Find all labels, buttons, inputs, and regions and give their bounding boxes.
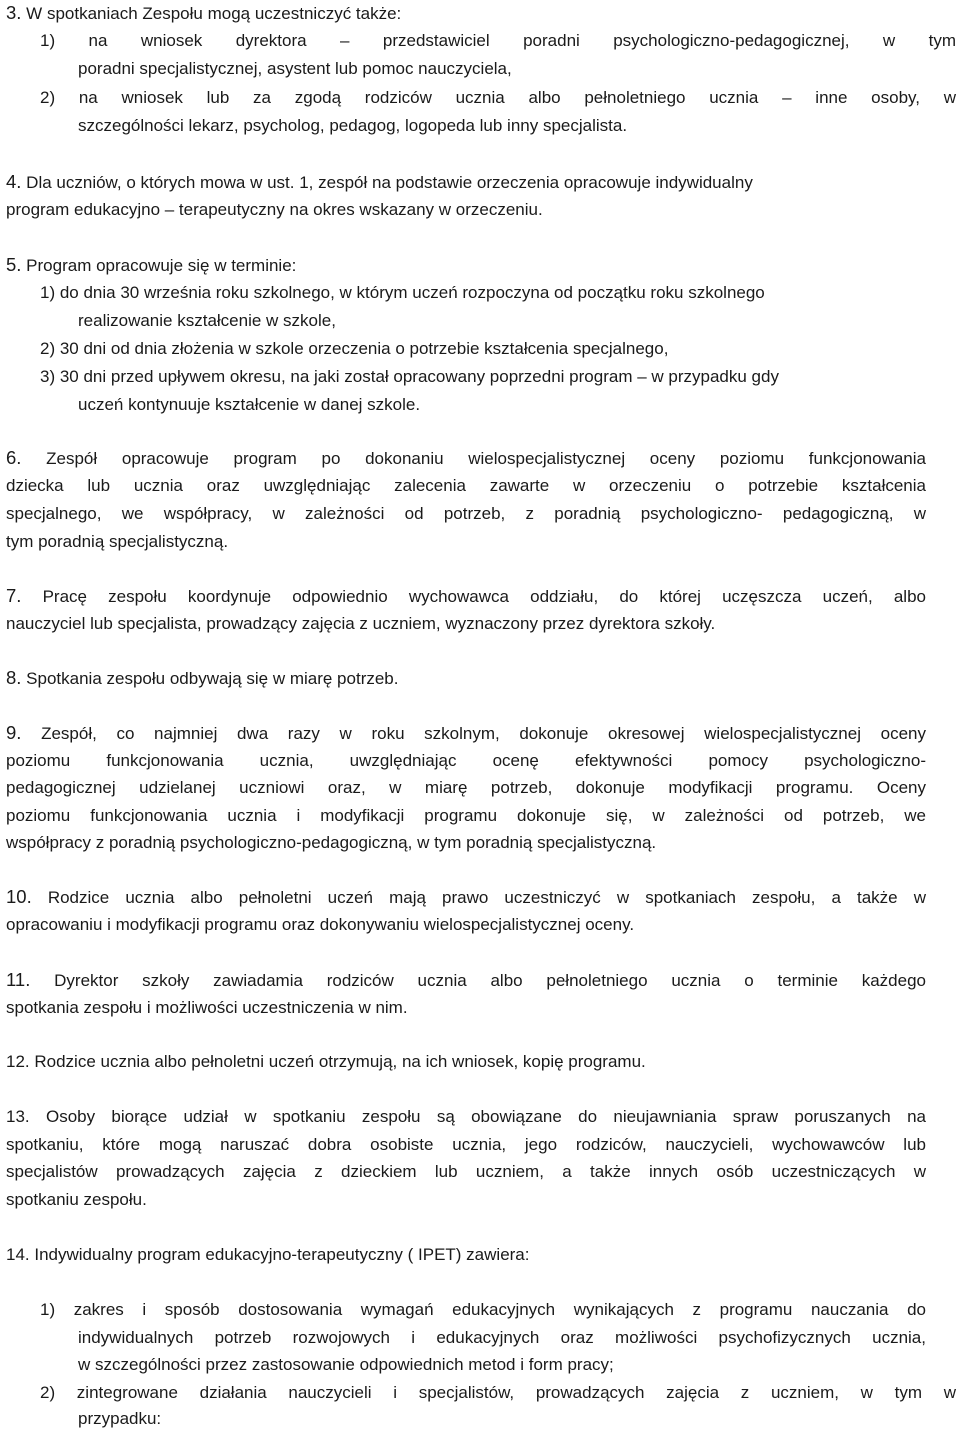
section-6-line-4: tym poradnią specjalistyczną.: [6, 532, 229, 551]
section-5-intro: Program opracowuje się w terminie:: [26, 256, 297, 275]
section-4-text-b: 1, zespół na podstawie orzeczenia opracowuje indywidualny: [294, 173, 753, 192]
section-number: 12.: [6, 1052, 30, 1071]
section-5-heading: [6, 254, 296, 276]
section-9-text: Zespół, co najmniej dwa razy w roku szkolnym, dokonuje okresowej wielospecjalistycznej oceny: [41, 724, 926, 743]
section-7-text: Pracę zespołu koordynuje odpowiednio wychowawca oddziału, do której uczęszcza uczeń, albo: [42, 587, 926, 606]
section-4-text-a: Dla uczniów, o których mowa w ust.: [26, 173, 295, 192]
section-14-item-2-line-2: przypadku:: [78, 1409, 162, 1428]
section-3-intro: W spotkaniach Zespołu mogą uczestniczyć także:: [26, 4, 402, 23]
section-9-line-5: współpracy z poradnią psychologiczno-pedagogiczną, w tym poradnią specjalistyczną.: [6, 833, 657, 852]
section-14-item-1-line-1: 1) zakres i sposób dostosowania wymagań edukacyjnych wynikających z programu nauczania do: [40, 1300, 926, 1319]
section-5-item-1-line-2: realizowanie kształcenie w szkole,: [78, 311, 336, 330]
section-4-line-1: [6, 171, 753, 193]
section-8-line-1: [6, 667, 399, 689]
section-13-line-3: specjalistów prowadzących zajęcia z dzieckiem lub uczniem, a także innych osób uczestniczących w: [6, 1162, 926, 1181]
section-3-item-2-line-2: szczególności lekarz, psycholog, pedagog, logopeda lub inny specjalista.: [78, 116, 628, 135]
section-13-line-4: spotkaniu zespołu.: [6, 1190, 147, 1209]
section-14-item-1-line-2: indywidualnych potrzeb rozwojowych i edukacyjnych oraz możliwości psychofizycznych ucznia,: [78, 1328, 926, 1347]
section-number: 11.: [6, 969, 31, 990]
section-11-text: Dyrektor szkoły zawiadamia rodziców ucznia albo pełnoletniego ucznia o terminie każdego: [54, 971, 926, 990]
section-5-item-3-line-1: 3) 30 dni przed upływem okresu, na jaki został opracowany poprzedni program – w przypadku gdy: [40, 367, 779, 386]
section-9-line-1: [6, 722, 926, 744]
section-7-line-1: [6, 585, 926, 607]
section-5-item-3-line-2: uczeń kontynuuje kształcenie w danej szkole.: [78, 395, 421, 414]
section-9-line-3: pedagogicznej udzielanej uczniowi oraz, w miarę potrzeb, dokonuje modyfikacji programu. Oceny: [6, 778, 926, 797]
section-number: 8.: [6, 667, 22, 688]
section-10-text: Rodzice ucznia albo pełnoletni uczeń mają prawo uczestniczyć w spotkaniach zespołu, a także w: [47, 888, 926, 907]
section-8-text: Spotkania zespołu odbywają się w miarę potrzeb.: [26, 669, 399, 688]
section-11-line-2: spotkania zespołu i możliwości uczestniczenia w nim.: [6, 998, 408, 1017]
section-10-line-2: opracowaniu i modyfikacji programu oraz dokonywaniu wielospecjalistycznej oceny.: [6, 915, 635, 934]
section-6-line-2: dziecka lub ucznia oraz uwzględniając zalecenia zawarte w orzeczeniu o potrzebie kształcenia: [6, 476, 926, 495]
section-6-line-3: specjalnego, we współpracy, w zależności od potrzeb, z poradnią psychologiczno- pedagogiczną, w: [6, 504, 926, 523]
section-number: 14.: [6, 1245, 30, 1264]
section-number: 13.: [6, 1107, 30, 1126]
section-13-text: Osoby biorące udział w spotkaniu zespołu są obowiązane do nieujawniania spraw poruszanych na: [45, 1107, 926, 1126]
section-11-line-1: [6, 969, 926, 991]
section-12-line-1: [6, 1051, 646, 1073]
section-9-line-4: poziomu funkcjonowania ucznia i modyfikacji programu dokonuje się, w zależności od potrzeb, we: [6, 806, 926, 825]
section-3-item-2-line-1: 2) na wniosek lub za zgodą rodziców ucznia albo pełnoletniego ucznia – inne osoby, w: [40, 88, 956, 107]
section-14-intro: Indywidualny program edukacyjno-terapeutyczny ( IPET) zawiera:: [34, 1245, 530, 1264]
section-3-item-1-line-1: 1) na wniosek dyrektora – przedstawiciel poradni psychologiczno-pedagogicznej, w tym: [40, 31, 956, 50]
section-3-heading: [6, 2, 956, 24]
section-number: 7.: [6, 585, 22, 606]
section-number: 6.: [6, 447, 22, 468]
section-10-line-1: [6, 886, 926, 908]
section-12-text: Rodzice ucznia albo pełnoletni uczeń otrzymują, na ich wniosek, kopię programu.: [34, 1052, 646, 1071]
section-6-text: Zespół opracowuje program po dokonaniu wielospecjalistycznej oceny poziomu funkcjonowania: [46, 449, 926, 468]
section-13-line-1: [6, 1106, 926, 1128]
section-4-line-2: program edukacyjno – terapeutyczny na okres wskazany w orzeczeniu.: [6, 200, 543, 219]
section-number: 5.: [6, 254, 22, 275]
section-13-line-2: spotkaniu, które mogą naruszać dobra osobiste ucznia, jego rodziców, nauczycieli, wychowawców lub: [6, 1135, 926, 1154]
section-14-heading: [6, 1244, 529, 1266]
section-number: 9.: [6, 722, 22, 743]
section-6-line-1: [6, 447, 926, 469]
section-5-item-2: 2) 30 dni od dnia złożenia w szkole orzeczenia o potrzebie kształcenia specjalnego,: [40, 339, 669, 358]
section-9-line-2: poziomu funkcjonowania ucznia, uwzględniając ocenę efektywności pomocy psychologiczno-: [6, 751, 926, 770]
section-number: 4.: [6, 171, 22, 192]
section-7-line-2: nauczyciel lub specjalista, prowadzący zajęcia z uczniem, wyznaczony przez dyrektora szkoły.: [6, 614, 716, 633]
section-number: 3.: [6, 2, 22, 23]
section-3-item-1-line-2: poradni specjalistycznej, asystent lub pomoc nauczyciela,: [78, 59, 512, 78]
section-number: 10.: [6, 886, 32, 907]
section-5-item-1-line-1: 1) do dnia 30 września roku szkolnego, w którym uczeń rozpoczyna od początku roku szkolnego: [40, 283, 765, 302]
section-14-item-1-line-3: w szczególności przez zastosowanie odpowiednich metod i form pracy;: [78, 1355, 614, 1374]
section-14-item-2-line-1: 2) zintegrowane działania nauczycieli i specjalistów, prowadzących zajęcia z uczniem, w tym w: [40, 1383, 956, 1402]
